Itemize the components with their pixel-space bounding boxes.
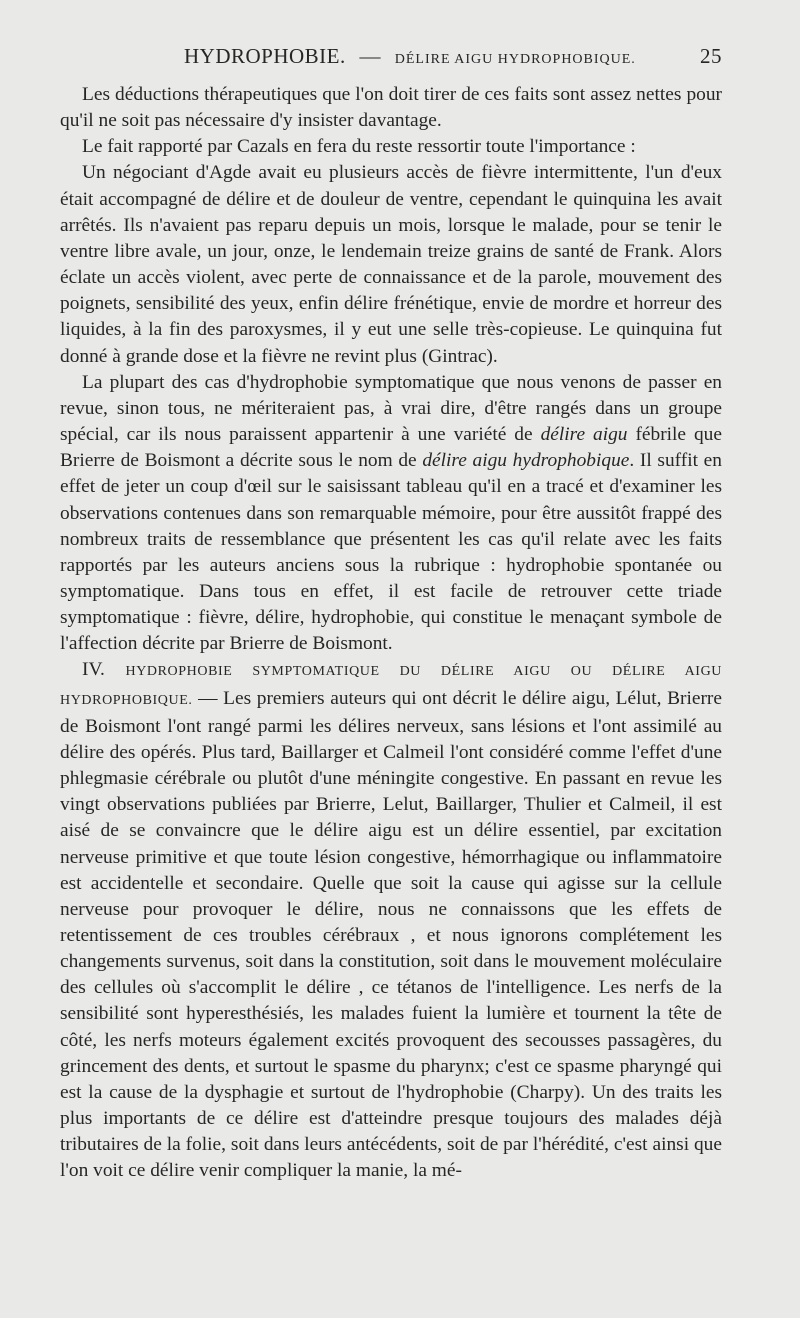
paragraph-4-part-b: fébrile que Brierre de Boismont a décrite sous le nom de: [60, 424, 722, 472]
paragraph-3: Un négociant d'Agde avait eu plusieurs accès de fièvre intermittente, l'un d'eux était accompagné de délire et de douleur de ventre, cependant le quinquina les avait arrêtés. Ils n'avaient pas reparu depuis un mois, lorsque le malade, pour se tenir le ventre libre avale, un jour, onze, le lendemain treize grains de santé de Frank. Alors éclate un accès violent, avec perte de connaissance et de la parole, mouvement des poignets, sensibilité des yeux, enfin délire frénétique, envie de mordre et horreur des liquides, à la fin des paroxysmes, il y eut une selle très-copieuse. Le quinquina fut donné à grande dose et la fièvre ne revint plus (Gintrac).: [60, 162, 722, 367]
paragraph-2: Le fait rapporté par Cazals en fera du reste ressortir toute l'importance :: [82, 136, 636, 158]
body-text: [60, 82, 722, 1185]
section-heading: HYDROPHOBIE SYMPTOMATIQUE DU DÉLIRE AIGU OU DÉLIRE AIGU HYDROPHOBIQUE.: [60, 664, 722, 708]
section-number: IV.: [82, 659, 105, 681]
header-dash: —: [359, 44, 382, 68]
page-number: 25: [700, 44, 722, 68]
header-subtitle: DÉLIRE AIGU HYDROPHOBIQUE.: [394, 52, 636, 67]
header-title: HYDROPHOBIE.: [184, 44, 346, 68]
paragraph-1: Les déductions thérapeutiques que l'on doit tirer de ces faits sont assez nettes pour qu'il ne soit pas nécessaire d'y insister davantage.: [60, 84, 722, 132]
paragraph-4-part-c: . Il suffit en effet de jeter un coup d'œil sur le saisissant tableau qu'il en a tracé et d'examiner les observations contenues dans son remarquable mémoire, pour être aussitôt frappé des nombreux traits de ressemblance que présentent les cas qu'il relate avec les faits rapportés par les auteurs anciens sous la rubrique : hydrophobie spontanée ou symptomatique. Dans tous en effet, il est facile de retrouver cette triade symptomatique : fièvre, délire, hydrophobie, qui constitue le menaçant symbole de l'affection décrite par Brierre de Boismont.: [60, 450, 722, 655]
paragraph-4-italic-2: délire aigu hydrophobique: [422, 450, 630, 472]
paragraph-4-italic-1: délire aigu: [540, 424, 628, 446]
paragraph-4: [60, 370, 722, 658]
header-title-group: [184, 44, 636, 69]
paragraph-5: [60, 657, 722, 1184]
paragraph-4-part-a: La plupart des cas d'hydrophobie symptomatique que nous venons de passer en revue, sinon tous, ne mériteraient pas, à vrai dire, d'être rangés dans un groupe spécial, car ils nous paraissent appartenir à une variété de: [60, 371, 722, 446]
paragraph-5-text: — Les premiers auteurs qui ont décrit le délire aigu, Lélut, Brierre de Boismont l'ont rangé parmi les délires nerveux, sans lésions et l'ont assimilé au délire des opérés. Plus tard, Baillarger et Calmeil l'ont considéré comme l'effet d'une phlegmasie cérébrale ou plutôt d'une méningite congestive. En passant en revue les vingt observations publiées par Brierre, Lelut, Baillarger, Thulier et Calmeil, il est aisé de se convaincre que le délire aigu est un délire essentiel, par excitation nerveuse primitive et que toute lésion congestive, hémorrhagique ou inflammatoire est accidentelle et secondaire. Quelle que soit la cause qui agisse sur la cellule nerveuse pour provoquer le délire, nous ne connaissons que les effets de retentissement de ces troubles cérébraux , et nous ignorons complétement les changements survenus, soit dans la constitution, soit dans le mouvement moléculaire des cellules où s'accomplit le délire , ce tétanos de l'intelligence. Les nerfs de la sensibilité sont hyperesthésiés, les malades fuient la lumière et tournent la tête de côté, les nerfs moteurs également excités provoquent des secousses passagères, du grincement des dents, et surtout le spasme du pharynx; c'est ce spasme pharyngé qui est la cause de la dysphagie et surtout de l'hydrophobie (Charpy). Un des traits les plus importants de ce délire est d'atteindre presque toujours des malades déjà tributaires de la folie, soit dans leurs antécédents, soit de par l'hérédité, c'est ainsi que l'on voit ce délire venir compliquer la manie, la mé-: [60, 687, 722, 1182]
